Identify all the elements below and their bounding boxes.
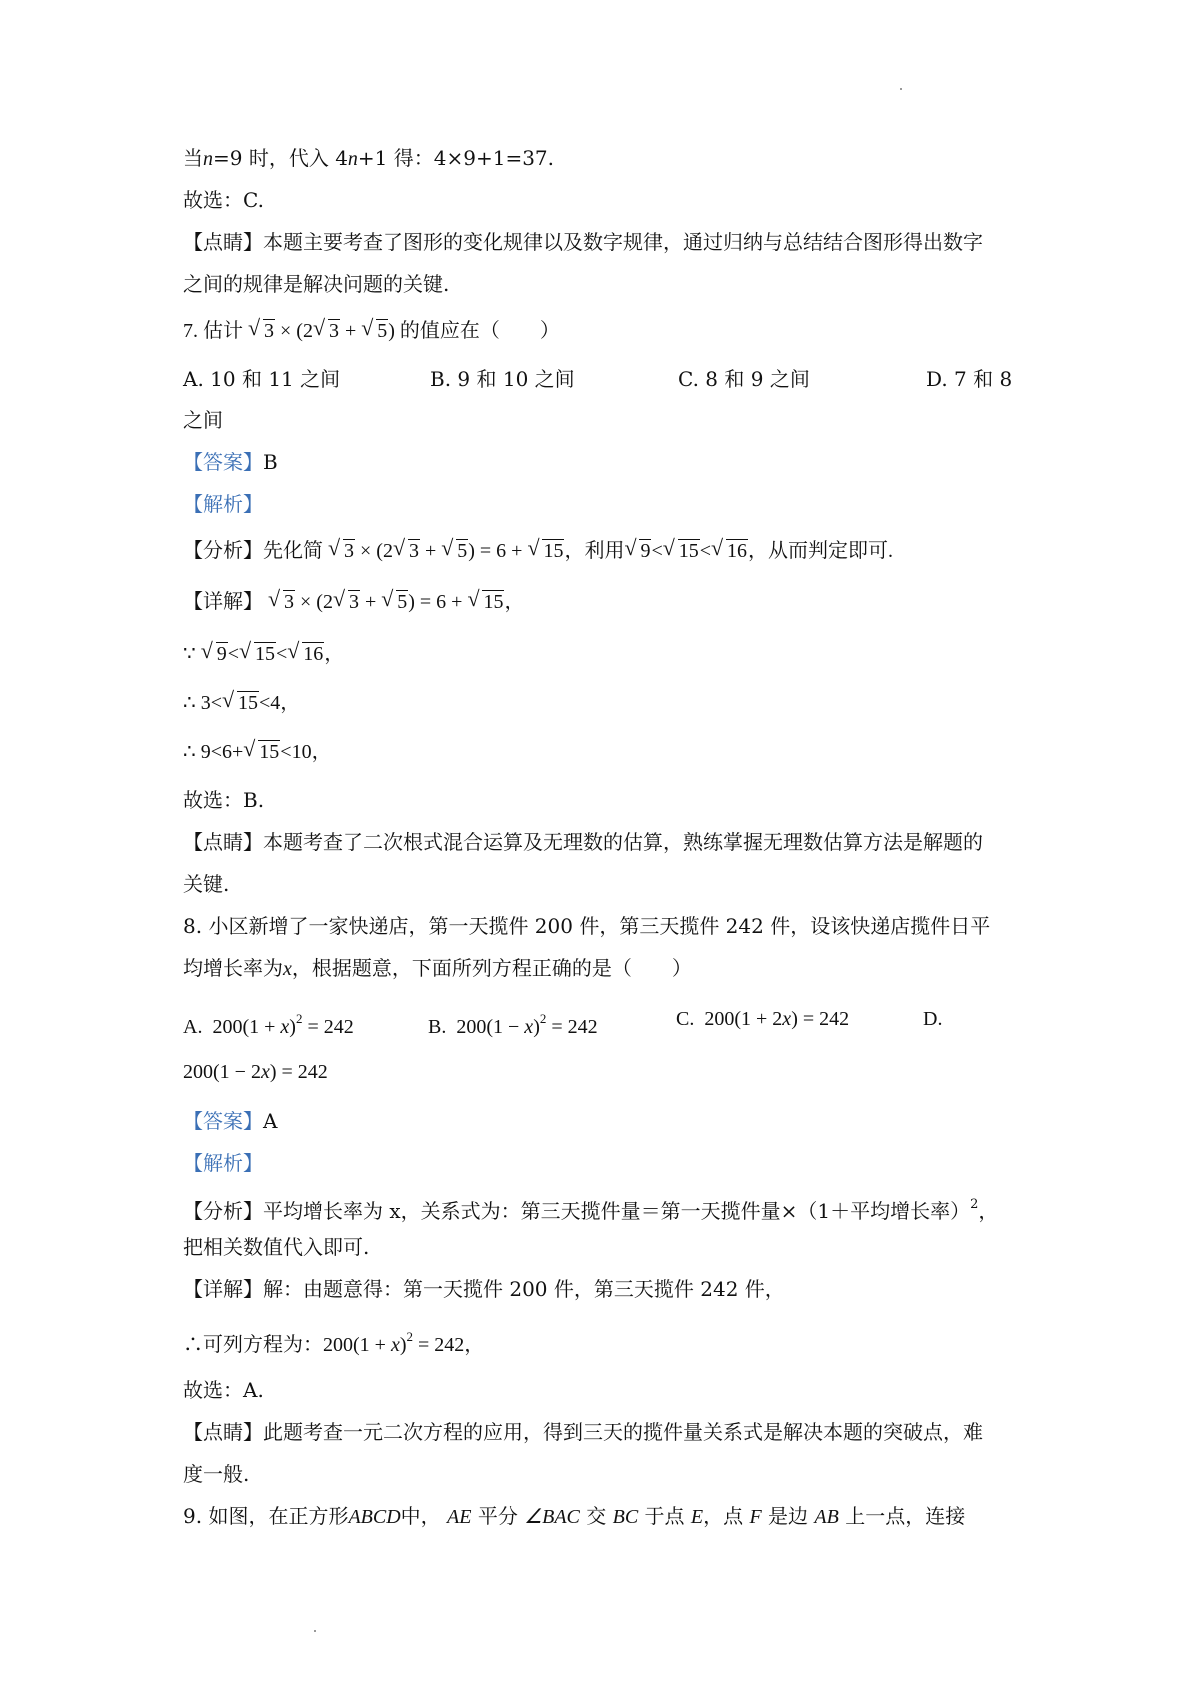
- option-b: B. $200(1 - x)^2 = 242$: [428, 1011, 598, 1038]
- text: 此题考查一元二次方程的应用，得到三天的揽件量关系式是解决本题的突破点，难: [263, 1420, 983, 1444]
- therefore-symbol: ∴: [183, 692, 196, 714]
- text: ，利用: [564, 540, 625, 562]
- question-number: 7. 估计: [183, 320, 243, 342]
- sqrt-15: √ 15: [241, 639, 276, 669]
- question-7-stem: 7. 估计 √ 3 × (2√ 3 + √ 5) 的值应在（ ）: [183, 316, 560, 346]
- text: 中，: [400, 1504, 441, 1528]
- var-n: n: [203, 148, 213, 170]
- fenxi-line: [183, 1190, 998, 1226]
- sqrt-3: √ 3: [250, 316, 275, 346]
- sqrt-9: √ 9: [203, 639, 228, 669]
- text: 是边: [768, 1504, 809, 1528]
- dianjing-line: [183, 227, 983, 257]
- option-label: B.: [428, 1016, 447, 1038]
- text: 先化简: [263, 540, 323, 562]
- tag-dianjing: 【点睛】: [183, 230, 263, 254]
- choice-line: 故选：B.: [183, 788, 265, 812]
- scan-speck: [314, 1630, 316, 1632]
- answer-line: [183, 447, 278, 477]
- text: ，点: [703, 1504, 744, 1528]
- option-label: C.: [676, 1008, 695, 1030]
- superscript: 2: [970, 1197, 979, 1212]
- text: 的值应在（ ）: [399, 320, 560, 342]
- tag-answer: 【答案】: [183, 1109, 263, 1133]
- option-c: C. 200(1 + 2x) = 242: [676, 1008, 850, 1030]
- var-f: F: [749, 1506, 762, 1528]
- var-bc: BC: [612, 1506, 639, 1528]
- fenxi-line: 【分析】先化简 √ 3 × (2√ 3 + √ 5) = 6 + √ 15，利用√ 9<√ 15<√ 16，从而判定即可.: [183, 536, 893, 566]
- therefore-line: ∴ 9<6+√ 15<10，: [183, 737, 332, 767]
- option-d: [923, 1004, 942, 1034]
- sqrt-3: √ 3: [270, 587, 295, 617]
- dianjing-line-cont: 关键.: [183, 872, 230, 896]
- text: 上一点，连接: [845, 1504, 966, 1528]
- dianjing-line-cont: 之间的规律是解决问题的关键.: [183, 272, 450, 296]
- var-ab: AB: [814, 1506, 839, 1528]
- text: 平分: [477, 1504, 518, 1528]
- option-label: A.: [183, 1016, 203, 1038]
- fenxi-line-cont: 把相关数值代入即可.: [183, 1235, 370, 1259]
- option-a: A. $200(1 + x)^2 = 242$: [183, 1011, 354, 1038]
- dianjing-line: [183, 1417, 983, 1447]
- text: 当: [183, 146, 203, 170]
- text: 均增长率为: [183, 956, 283, 980]
- text: 9. 如图，在正方形: [183, 1504, 349, 1528]
- tag-answer: 【答案】: [183, 450, 263, 474]
- option-d-wrap: 200(1 − 2x) = 242: [183, 1061, 328, 1083]
- tag-analysis: 【解析】: [183, 1151, 263, 1175]
- therefore-symbol: ∴: [183, 741, 196, 763]
- option-label: D.: [923, 1008, 943, 1030]
- text: ∴可列方程为：: [183, 1334, 323, 1356]
- text: 于点: [644, 1504, 685, 1528]
- question-8-stem-cont: [183, 953, 692, 984]
- choice-line: 故选：A.: [183, 1378, 264, 1402]
- option-d: D. 7 和 8: [926, 367, 1013, 391]
- text: ，从而判定即可.: [748, 540, 894, 562]
- dianjing-line: [183, 827, 983, 857]
- sqrt-3: √ 3: [335, 587, 360, 617]
- xiangjie-line: [183, 1274, 785, 1304]
- sqrt-15: √ 15: [529, 536, 564, 566]
- tag-dianjing: 【点睛】: [183, 1420, 263, 1444]
- var-x: x: [283, 958, 292, 980]
- tag-xiangjie: 【详解】: [183, 591, 263, 613]
- question-9-stem: [183, 1501, 965, 1532]
- answer-line: [183, 1106, 277, 1136]
- var-n: n: [347, 148, 358, 170]
- question-8-stem: 8. 小区新增了一家快递店，第一天揽件 200 件，第三天揽件 242 件，设该快递店揽件日平: [183, 914, 991, 938]
- sqrt-3: √ 3: [330, 536, 355, 566]
- sqrt-16: √ 16: [713, 536, 748, 566]
- option-d-wrap: 之间: [183, 408, 223, 432]
- text: 交: [586, 1504, 607, 1528]
- solution-line: [183, 143, 554, 174]
- option-a: A. 10 和 11 之间: [183, 367, 341, 391]
- sqrt-9: √ 9: [626, 536, 651, 566]
- sqrt-5: √ 5: [383, 587, 408, 617]
- answer-value: B: [263, 450, 278, 474]
- because-symbol: ∵: [183, 643, 196, 665]
- text: =9 时，代入 4: [213, 146, 348, 170]
- text: 平均增长率为 x，关系式为：第三天揽件量＝第一天揽件量×（1＋平均增长率）: [263, 1199, 971, 1223]
- therefore-line: ∴ 3<√ 15<4，: [183, 688, 300, 718]
- var-abcd: ABCD: [348, 1506, 401, 1528]
- tag-dianjing: 【点睛】: [183, 830, 263, 854]
- sqrt-15: √ 15: [665, 536, 700, 566]
- tag-fenxi: 【分析】: [183, 1199, 263, 1223]
- var-ae: AE: [447, 1506, 472, 1528]
- xiangjie-line: 【详解】 √ 3 × (2√ 3 + √ 5) = 6 + √ 15，: [183, 587, 524, 617]
- choice-line: 故选：C.: [183, 188, 264, 212]
- option-b: B. 9 和 10 之间: [430, 367, 575, 391]
- sqrt-16: √ 16: [289, 639, 324, 669]
- answer-value: A: [263, 1109, 278, 1133]
- text: +1 得：4×9+1=37.: [357, 146, 555, 170]
- sqrt-3: √ 3: [315, 316, 340, 346]
- scan-speck: [900, 88, 902, 90]
- text: ，根据题意，下面所列方程正确的是（ ）: [291, 956, 692, 980]
- sqrt-15: √ 15: [224, 688, 259, 718]
- sqrt-5: √ 5: [443, 536, 468, 566]
- because-line: ∵ √ 9<√ 15<√ 16，: [183, 639, 344, 669]
- sqrt-15: √ 15: [245, 737, 280, 767]
- text: 本题考查了二次根式混合运算及无理数的估算，熟练掌握无理数估算方法是解题的: [263, 830, 983, 854]
- tag-fenxi: 【分析】: [183, 540, 263, 562]
- tag-xiangjie: 【详解】: [183, 1277, 263, 1301]
- equation-line: ∴可列方程为：$200(1 + x)^2 = 242$，: [183, 1329, 485, 1356]
- text: 解：由题意得：第一天揽件 200 件，第三天揽件 242 件，: [263, 1277, 785, 1301]
- text: 本题主要考查了图形的变化规律以及数字规律，通过归纳与总结结合图形得出数字: [263, 230, 983, 254]
- sqrt-3: √ 3: [395, 536, 420, 566]
- angle-bac: ∠BAC: [524, 1506, 580, 1528]
- tag-analysis: 【解析】: [183, 492, 263, 516]
- sqrt-5: √ 5: [363, 316, 388, 346]
- option-c: C. 8 和 9 之间: [678, 367, 810, 391]
- text: ，: [978, 1199, 999, 1223]
- dianjing-line-cont: 度一般.: [183, 1462, 250, 1486]
- var-e: E: [690, 1506, 704, 1528]
- sqrt-15: √ 15: [469, 587, 504, 617]
